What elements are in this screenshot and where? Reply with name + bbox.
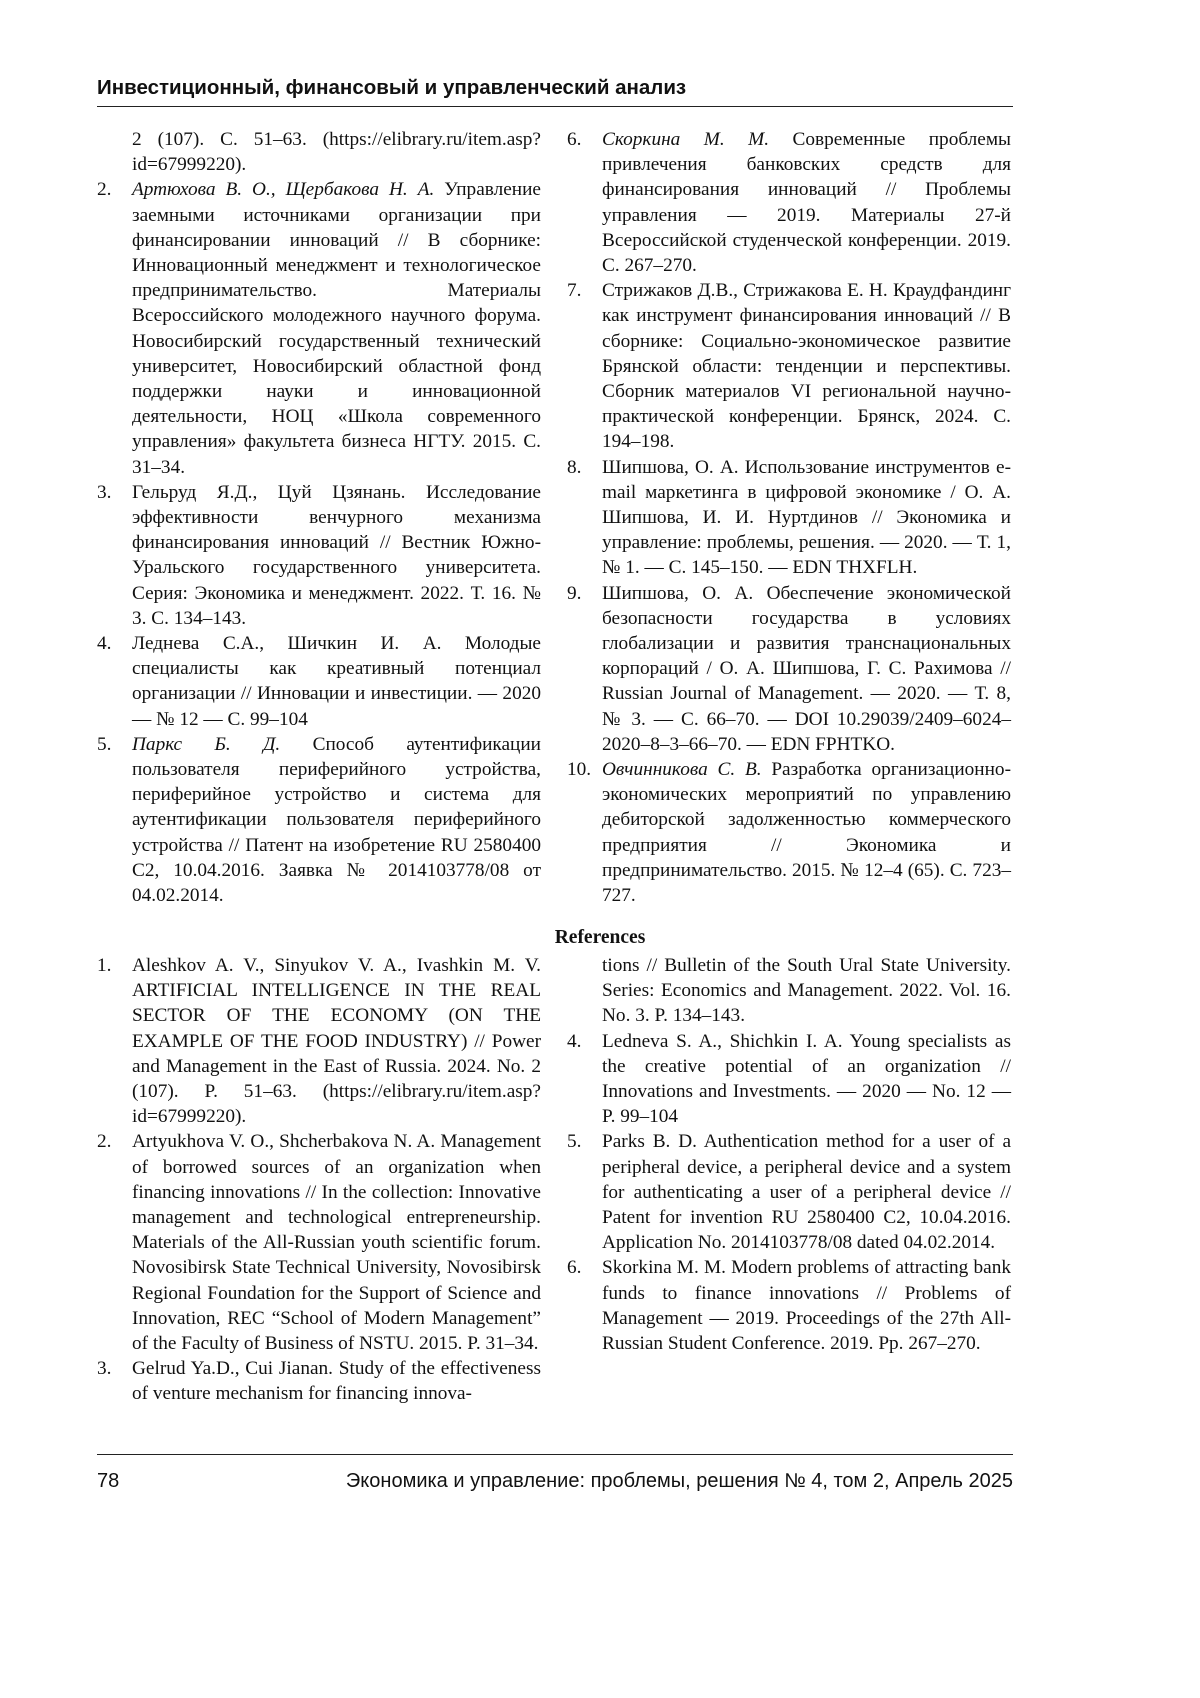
reference-text: Разработка организационно-экономических мероприятий по управлению дебиторской задолженностью коммерческого предприятия // Экономика и предпринимательство. 2015. № 12–4 (65). С. 723–727.: [602, 759, 1011, 906]
page-number: 78: [97, 1470, 119, 1493]
en-references-left: [97, 953, 541, 1407]
references-heading: References: [0, 927, 1200, 949]
reference-text: Ledneva S. A., Shichkin I. A. Young specialists as the creative potential of an organization // Innovations and Investments. — 2020 — No. 12 — P. 99–104: [602, 1031, 1011, 1128]
reference-number: 9.: [567, 581, 581, 606]
reference-number: 7.: [567, 278, 581, 303]
reference-number: 2.: [97, 177, 111, 202]
reference-text: tions // Bulletin of the South Ural State University. Series: Economics and Management. 2022. Vol. 16. No. 3. P. 134–143.: [602, 955, 1011, 1026]
reference-number: 6.: [567, 127, 581, 152]
reference-item: [97, 732, 541, 908]
reference-item: [567, 455, 1011, 581]
reference-text: Леднева С.А., Шичкин И. А. Молодые специалисты как креативный потенциал организации // Инновации и инвестиции. — 2020 — № 12 — С. 99–104: [132, 633, 541, 730]
reference-number: 3.: [97, 480, 111, 505]
reference-text: Современные проблемы привлечения банковских средств для финансирования инноваций // Проблемы управления — 2019. Материалы 27-й Всероссийской студенческой конференции. 2019. С. 267–270.: [602, 129, 1011, 276]
reference-number: 1.: [97, 953, 111, 978]
reference-text: Skorkina M. M. Modern problems of attracting bank funds to finance innovations // Problems of Management — 2019. Proceedings of the 27th All-Russian Student Conference. 2019. Pp. 267–270.: [602, 1257, 1011, 1354]
footer-rule: [97, 1454, 1013, 1455]
reference-number: 3.: [97, 1356, 111, 1381]
reference-number: 6.: [567, 1255, 581, 1280]
reference-item: [567, 127, 1011, 278]
reference-number: 10.: [567, 757, 591, 782]
reference-item: [97, 1356, 541, 1406]
reference-continuation: [567, 953, 1011, 1029]
running-header: Инвестиционный, финансовый и управленческий анализ: [97, 76, 1013, 100]
header-rule: [97, 106, 1013, 107]
reference-item: [97, 631, 541, 732]
reference-author: Овчинникова С. В.: [602, 759, 762, 780]
reference-author: Скоркина М. М.: [602, 129, 769, 150]
reference-item: [97, 480, 541, 631]
reference-item: [97, 953, 541, 1129]
reference-number: 2.: [97, 1129, 111, 1154]
reference-item: [567, 278, 1011, 454]
reference-text: Parks B. D. Authentication method for a user of a peripheral device, a peripheral device and a system for authenticating a user of a peripheral device // Patent for invention RU 2580400 C2, 10.04.2016. Application No. 2014103778/08 dated 04.02.2014.: [602, 1131, 1011, 1253]
reference-author: Артюхова В. О., Щербакова Н. А.: [132, 179, 434, 200]
reference-item: [97, 1129, 541, 1356]
reference-item: [567, 1029, 1011, 1130]
reference-text: Шипшова, О. А. Обеспечение экономической безопасности государства в условиях глобализации и развития транснациональных корпораций / О. А. Шипшова, Г. С. Рахимова // Russian Journal of Management. — 2020. — Т. 8, № 3. — С. 66–70. — DOI 10.29039/2409–6024–2020–8–3–66–70. — EDN FPHTKO.: [602, 583, 1011, 755]
reference-text: Способ аутентификации пользователя периферийного устройства, периферийное устройство и система для аутентификации пользователя периферийного устройства // Патент на изобретение RU 2580400 C2, 10.04.2016. Заявка № 2014103778/08 от 04.02.2014.: [132, 734, 541, 906]
journal-info: Экономика и управление: проблемы, решения № 4, том 2, Апрель 2025: [346, 1470, 1013, 1493]
reference-number: 4.: [567, 1029, 581, 1054]
reference-number: 5.: [567, 1129, 581, 1154]
ru-references-left: [97, 127, 541, 908]
reference-text: Управление заемными источниками организации при финансировании инноваций // В сборнике: Инновационный менеджмент и технологическое предпринимательство. Материалы Всероссийского молодежного научного форума. Новосибирский государственный технический университет, Новосибирский областной фонд поддержки науки и инновационной деятельности, НОЦ «Школа современного управления» факультета бизнеса НГТУ. 2015. С. 31–34.: [132, 179, 541, 477]
reference-number: 4.: [97, 631, 111, 656]
reference-text: Шипшова, О. А. Использование инструментов e-mail маркетинга в цифровой экономике / О. А. Шипшова, И. И. Нуртдинов // Экономика и управление: проблемы, решения. — 2020. — Т. 1, № 1. — С. 145–150. — EDN THXFLH.: [602, 457, 1011, 579]
reference-item: [567, 1255, 1011, 1356]
reference-number: 8.: [567, 455, 581, 480]
reference-text: Стрижаков Д.В., Стрижакова Е. Н. Краудфандинг как инструмент финансирования инноваций // В сборнике: Социально-экономическое развитие Брянской области: тенденции и перспективы. Сборник материалов VI региональной научно-практической конференции. Брянск, 2024. С. 194–198.: [602, 280, 1011, 452]
reference-item: [567, 581, 1011, 757]
reference-item: [567, 757, 1011, 908]
reference-number: 5.: [97, 732, 111, 757]
reference-item: [97, 177, 541, 479]
reference-continuation: [97, 127, 541, 177]
en-references-right: [567, 953, 1011, 1356]
reference-text: Gelrud Ya.D., Cui Jianan. Study of the effectiveness of venture mechanism for financing innova-: [132, 1358, 541, 1404]
reference-text: Гельруд Я.Д., Цуй Цзянань. Исследование эффективности венчурного механизма финансирования инноваций // Вестник Южно-Уральского государственного университета. Серия: Экономика и менеджмент. 2022. Т. 16. № 3. С. 134–143.: [132, 482, 541, 629]
reference-text: Aleshkov A. V., Sinyukov V. A., Ivashkin M. V. ARTIFICIAL INTELLIGENCE IN THE REAL SECTOR OF THE ECONOMY (ON THE EXAMPLE OF THE FOOD INDUSTRY) // Power and Management in the East of Russia. 2024. No. 2 (107). P. 51–63. (https://elibrary.ru/item.asp?id=67999220).: [132, 955, 541, 1127]
reference-item: [567, 1129, 1011, 1255]
reference-text: Artyukhova V. O., Shcherbakova N. A. Management of borrowed sources of an organization when financing innovations // In the collection: Innovative management and technological entrepreneurship. Materials of the All-Russian youth scientific forum. Novosibirsk State Technical University, Novosibirsk Regional Foundation for the Support of Science and Innovation, REC “School of Modern Management” of the Faculty of Business of NSTU. 2015. P. 31–34.: [132, 1131, 541, 1354]
reference-text: 2 (107). С. 51–63. (https://elibrary.ru/item.asp?id=67999220).: [132, 129, 541, 175]
reference-author: Паркс Б. Д.: [132, 734, 280, 755]
ru-references-right: [567, 127, 1011, 908]
